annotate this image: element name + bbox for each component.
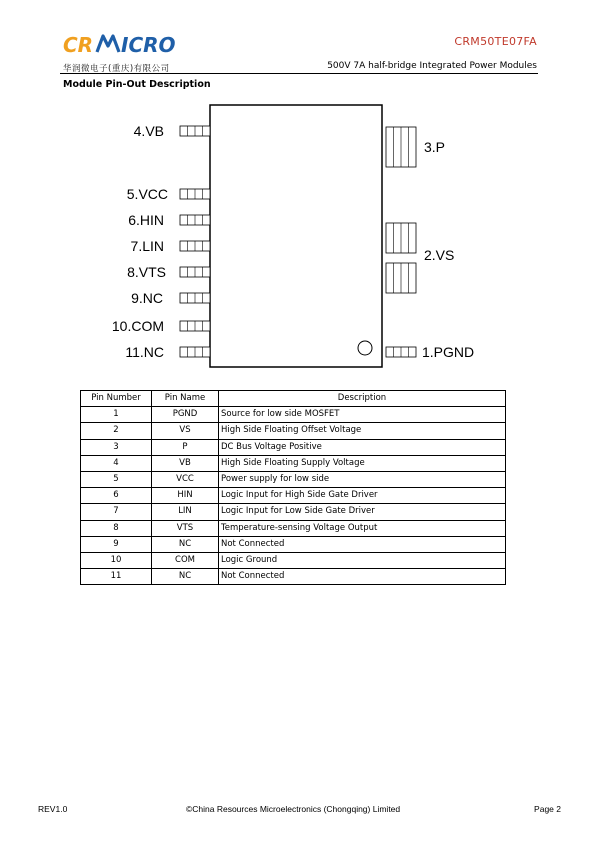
right-pin-leads (386, 127, 416, 357)
pin-description-table (80, 390, 506, 585)
pin1-marker (358, 341, 372, 355)
module-body (210, 105, 382, 367)
svg-text:CR: CR (63, 33, 94, 57)
pin-description-cell: Logic Input for High Side Gate Driver (219, 488, 506, 504)
header-pin-name: Pin Name (152, 391, 219, 407)
right-pin-lead-p (386, 127, 416, 167)
pin-label-vb: 4.VB (133, 123, 164, 139)
page-number: Page 2 (534, 804, 561, 814)
table-row (81, 520, 506, 536)
pin-description-cell: DC Bus Voltage Positive (219, 439, 506, 455)
revision: REV1.0 (38, 804, 68, 814)
pin-label-vcc: 5.VCC (126, 186, 168, 202)
table-row (81, 488, 506, 504)
header-pin-number: Pin Number (81, 391, 152, 407)
pin-label-pgnd: 1.PGND (422, 344, 475, 360)
pin-number-cell: 10 (81, 552, 152, 568)
left-pin-lead-1 (180, 126, 210, 136)
table-row (81, 407, 506, 423)
table-row (81, 439, 506, 455)
table-row (81, 504, 506, 520)
pin-name-cell: VCC (152, 471, 219, 487)
table-row (81, 569, 506, 585)
table-row (81, 471, 506, 487)
table-row (81, 455, 506, 471)
pin-name-cell: NC (152, 569, 219, 585)
left-pin-lead-6 (180, 293, 210, 303)
left-pin-lead-4 (180, 241, 210, 251)
pin-description-cell: Logic Ground (219, 552, 506, 568)
pin-number-cell: 8 (81, 520, 152, 536)
header-description: Description (219, 391, 506, 407)
pin-name-cell: VS (152, 423, 219, 439)
pin-number-cell: 1 (81, 407, 152, 423)
pin-label-nc9: 9.NC (131, 290, 163, 306)
pin-number-cell: 7 (81, 504, 152, 520)
pinout-diagram (100, 100, 480, 375)
right-pin-lead-vs-a (386, 223, 416, 253)
table-row (81, 536, 506, 552)
left-pin-lead-7 (180, 321, 210, 331)
pin-name-cell: HIN (152, 488, 219, 504)
pin-description-cell: Logic Input for Low Side Gate Driver (219, 504, 506, 520)
right-pin-lead-pgnd (386, 347, 416, 357)
table-row (81, 423, 506, 439)
pin-number-cell: 6 (81, 488, 152, 504)
pin-name-cell: LIN (152, 504, 219, 520)
pin-label-nc11: 11.NC (125, 344, 164, 360)
pin-name-cell: PGND (152, 407, 219, 423)
pin-number-cell: 11 (81, 569, 152, 585)
pin-description-cell: High Side Floating Supply Voltage (219, 455, 506, 471)
pin-description-cell: Temperature-sensing Voltage Output (219, 520, 506, 536)
pin-name-cell: VTS (152, 520, 219, 536)
pin-description-cell: Source for low side MOSFET (219, 407, 506, 423)
copyright: ©China Resources Microelectronics (Chongqing) Limited (186, 804, 401, 814)
pin-name-cell: P (152, 439, 219, 455)
pin-number-cell: 4 (81, 455, 152, 471)
left-pin-lead-8 (180, 347, 210, 357)
pin-number-cell: 9 (81, 536, 152, 552)
left-pin-leads (180, 126, 210, 357)
section-title: Module Pin-Out Description (63, 79, 211, 90)
pin-label-p: 3.P (424, 139, 446, 155)
pin-label-com: 10.COM (111, 318, 164, 334)
document-subtitle: 500V 7A half-bridge Integrated Power Modules (327, 61, 537, 71)
pin-label-lin: 7.LIN (130, 238, 164, 254)
pin-number-cell: 3 (81, 439, 152, 455)
table-row (81, 552, 506, 568)
pin-label-vs: 2.VS (424, 247, 455, 263)
pin-label-vts: 8.VTS (127, 264, 166, 280)
header-divider (60, 73, 538, 74)
part-number: CRM50TE07FA (454, 35, 537, 48)
pin-description-cell: High Side Floating Offset Voltage (219, 423, 506, 439)
pin-label-hin: 6.HIN (128, 212, 164, 228)
left-pin-lead-2 (180, 189, 210, 199)
pin-name-cell: VB (152, 455, 219, 471)
svg-text:ICRO: ICRO (121, 33, 176, 57)
pin-description-cell: Not Connected (219, 569, 506, 585)
company-logo (63, 30, 188, 58)
right-pin-lead-vs-b (386, 263, 416, 293)
company-name-cn: 华润微电子(重庆)有限公司 (63, 64, 170, 74)
left-pin-lead-3 (180, 215, 210, 225)
pin-description-cell: Not Connected (219, 536, 506, 552)
pin-name-cell: COM (152, 552, 219, 568)
left-pin-lead-5 (180, 267, 210, 277)
pin-description-cell: Power supply for low side (219, 471, 506, 487)
pin-number-cell: 5 (81, 471, 152, 487)
pin-name-cell: NC (152, 536, 219, 552)
pin-number-cell: 2 (81, 423, 152, 439)
table-header-row (81, 391, 506, 407)
